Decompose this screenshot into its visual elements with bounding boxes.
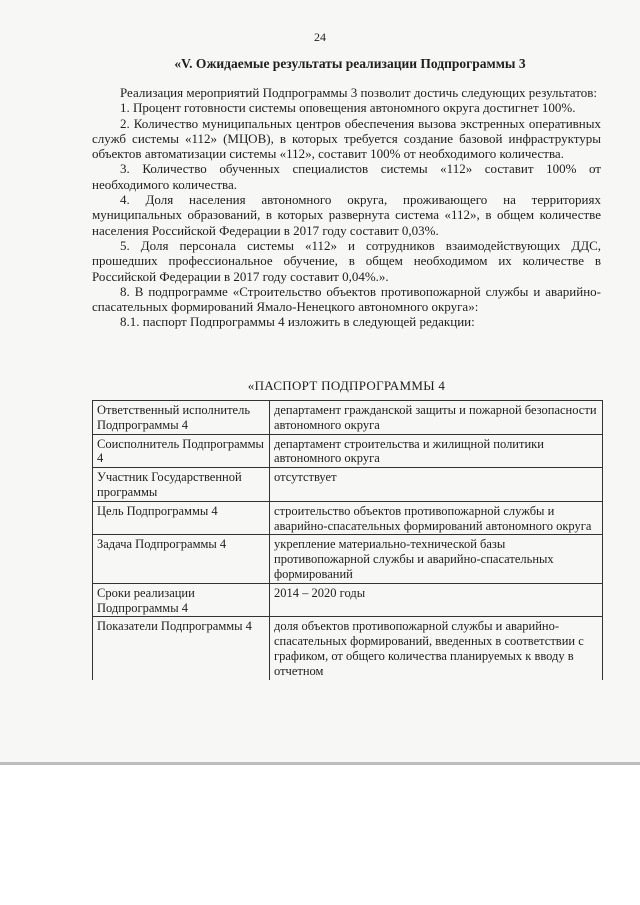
- table-row: [93, 434, 603, 468]
- page-number: 24: [314, 30, 326, 44]
- paragraph-result-5: 5. Доля персонала системы «112» и сотрудников взаимодействующих ДДС, прошедших профессиональное обучение, в общем необходимом их количестве в Российской Федерации в 2017 году составит 0,04%.».: [92, 237, 601, 284]
- row-label: Показатели Подпрограммы 4: [93, 617, 270, 681]
- paragraph-result-4: 4. Доля населения автономного округа, проживающего на территориях муниципальных образований, в которых развернута система «112», в общем количестве населения Российской Федерации в 2017 году составит 0,03%.: [92, 192, 601, 238]
- row-value: доля объектов противопожарной службы и аварийно-спасательных формирований, введенных в соответствии с графиком, от общего количества планируемых к вводу в отчетном: [270, 617, 603, 681]
- paragraph-result-2: 2. Количество муниципальных центров обеспечения вызова экстренных оперативных служб системы «112» (МЦОВ), в которых требуется создание базовой инфраструктуры объектов автоматизации системы «112», составит 100% от необходимого количества.: [92, 115, 601, 162]
- row-label: Участник Государственной программы: [93, 468, 270, 502]
- row-value: укрепление материально-технической базы противопожарной службы и аварийно-спасательных формирований: [270, 535, 603, 583]
- passport-table: [92, 400, 603, 680]
- paragraph-result-1: 1. Процент готовности системы оповещения автономного округа достигнет 100%.: [120, 100, 576, 116]
- table-row: [93, 535, 603, 583]
- row-label: Соисполнитель Подпрограммы 4: [93, 434, 270, 468]
- paragraph-intro: Реализация мероприятий Подпрограммы 3 позволит достичь следующих результатов:: [120, 85, 597, 100]
- paragraph-result-3: 3. Количество обученных специалистов системы «112» составит 100% от необходимого количества.: [92, 161, 601, 192]
- row-label: Цель Подпрограммы 4: [93, 501, 270, 535]
- row-value: строительство объектов противопожарной службы и аварийно-спасательных формирований автономного округа: [270, 501, 603, 535]
- row-label: Задача Подпрограммы 4: [93, 535, 270, 583]
- passport-heading: «ПАСПОРТ ПОДПРОГРАММЫ 4: [247, 378, 446, 393]
- table-row: [93, 501, 603, 535]
- body-text: [92, 85, 601, 330]
- paragraph-item-8: 8. В подпрограмме «Строительство объектов противопожарной службы и аварийно-спасательных формирований Ямало-Ненецкого автономного округа»:: [92, 283, 601, 315]
- table-row: [93, 617, 603, 681]
- table-row: [93, 583, 603, 617]
- row-value: 2014 – 2020 годы: [270, 583, 603, 617]
- row-label: Сроки реализации Подпрограммы 4: [93, 583, 270, 617]
- row-value: департамент гражданской защиты и пожарной безопасности автономного округа: [270, 401, 603, 435]
- row-value: департамент строительства и жилищной политики автономного округа: [270, 434, 603, 468]
- row-label: Ответственный исполнитель Подпрограммы 4: [93, 401, 270, 435]
- paragraph-item-8-1: 8.1. паспорт Подпрограммы 4 изложить в следующей редакции:: [120, 314, 475, 330]
- row-value: отсутствует: [270, 468, 603, 502]
- section-heading: «V. Ожидаемые результаты реализации Подпрограммы 3: [174, 56, 526, 71]
- table-row: [93, 468, 603, 502]
- table-row: [93, 401, 603, 435]
